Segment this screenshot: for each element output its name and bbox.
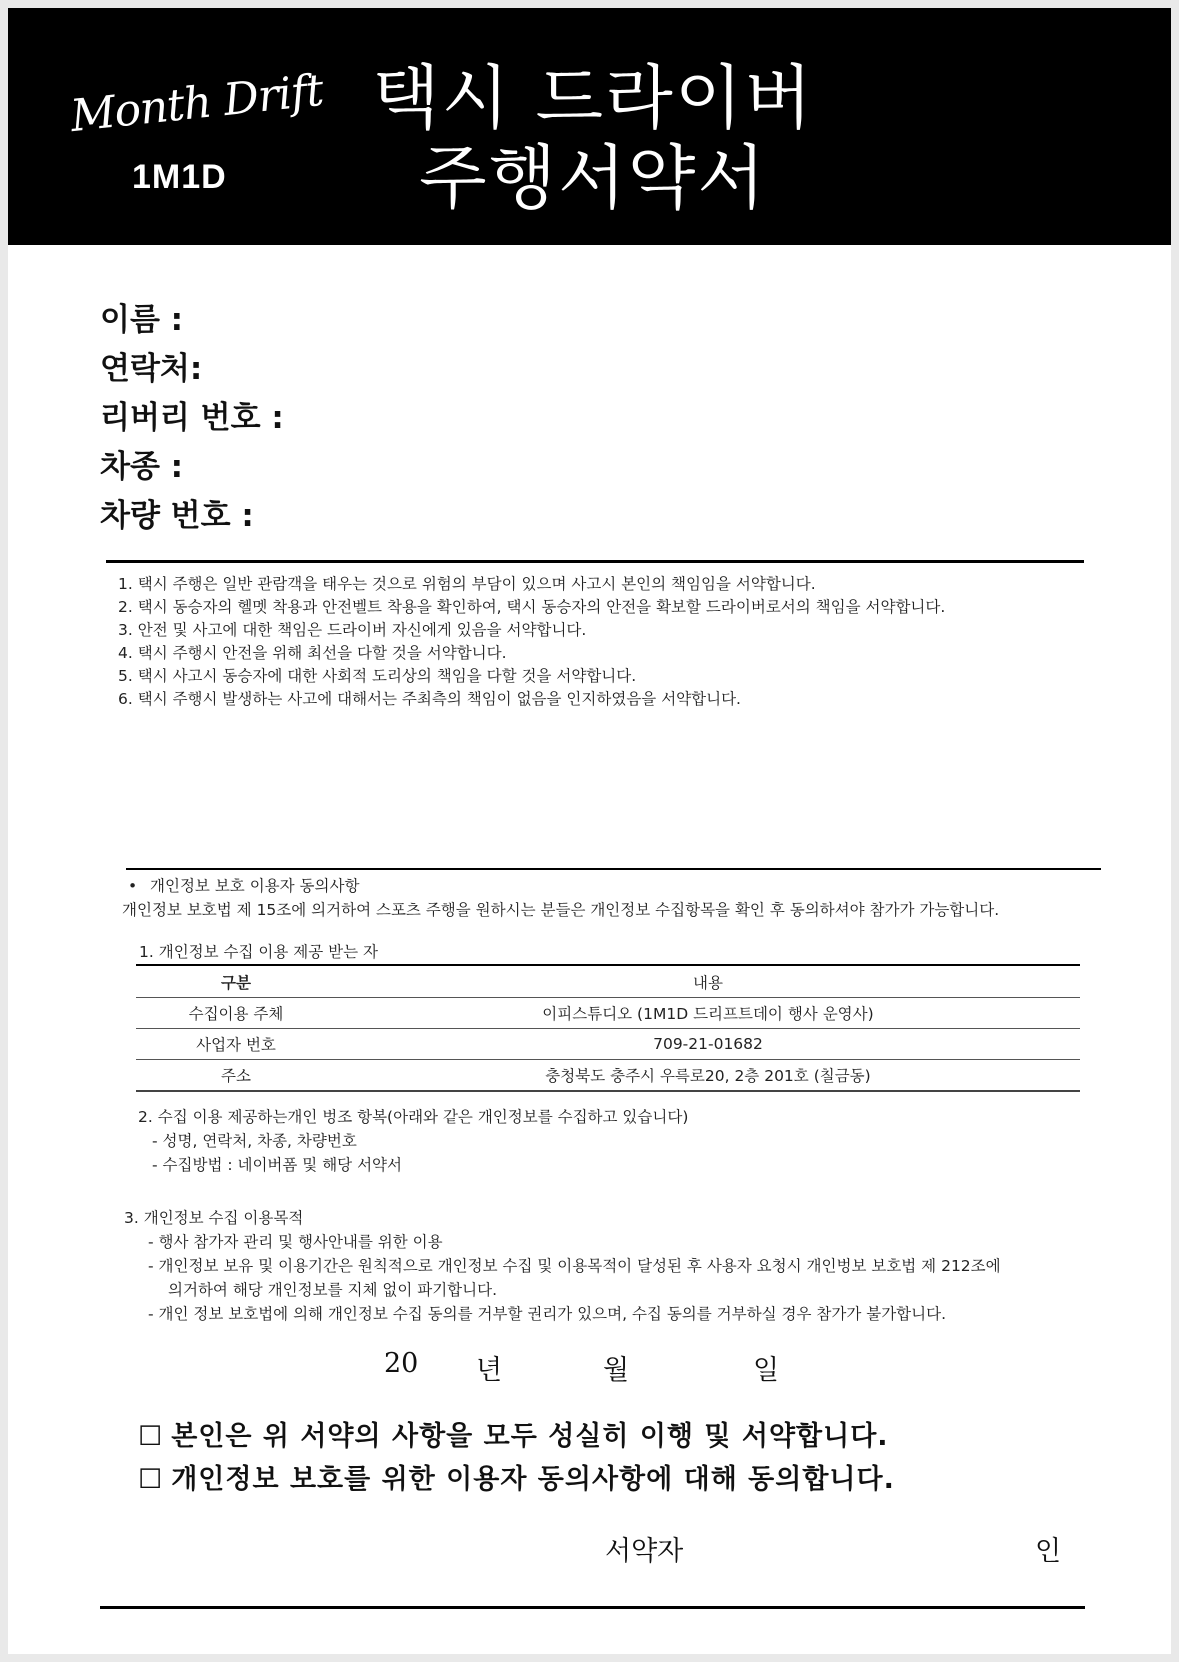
- checkbox-icon[interactable]: ☐: [138, 1421, 164, 1452]
- checkbox-icon[interactable]: ☐: [138, 1464, 164, 1495]
- checkbox-label: 개인정보 보호를 위한 이용자 동의사항에 대해 동의합니다.: [171, 1464, 895, 1495]
- title-line-1: 택시 드라이버: [372, 57, 814, 139]
- field-contact: 연락처:: [100, 351, 203, 387]
- table-cell: 사업자 번호: [136, 1029, 336, 1060]
- section-3-title: 3. 개인정보 수집 이용목적: [124, 1209, 304, 1227]
- table-cell: 709-21-01682: [336, 1029, 1080, 1060]
- pledge-item: 1. 택시 주행은 일반 관람객을 태우는 것으로 위험의 부담이 있으며 사고시 본인의 책임임을 서약합니다.: [118, 575, 816, 593]
- table-header: 내용: [336, 965, 1080, 998]
- section-1-title: 1. 개인정보 수집 이용 제공 받는 자: [139, 943, 379, 961]
- section-3: [124, 1206, 1001, 1326]
- list-item: - 개인 정보 보호법에 의해 개인정보 수집 동의를 거부할 권리가 있으며, 수집 동의를 거부하실 경우 참가가 불가합니다.: [148, 1305, 947, 1323]
- bullet-icon: •: [128, 877, 138, 895]
- pledge-item: 4. 택시 주행시 안전을 위해 최선을 다할 것을 서약합니다.: [118, 644, 507, 662]
- field-plate-number: 차량 번호 :: [100, 498, 254, 534]
- checkbox-label: 본인은 위 서약의 사항을 모두 성실히 이행 및 서약합니다.: [171, 1421, 889, 1452]
- date-year-label: 년: [476, 1355, 503, 1386]
- list-item: 의거하여 해당 개인정보를 지체 없이 파기합니다.: [168, 1281, 498, 1299]
- pledge-item: 6. 택시 주행시 발생하는 사고에 대해서는 주최측의 책임이 없음을 인지하였음을 서약합니다.: [118, 690, 741, 708]
- pledge-item: 3. 안전 및 사고에 대한 책임은 드라이버 자신에게 있음을 서약합니다.: [118, 621, 587, 639]
- logo-code: 1M1D: [132, 158, 227, 196]
- list-item: - 행사 참가자 관리 및 행사안내를 위한 이용: [148, 1233, 443, 1251]
- divider: [106, 560, 1084, 563]
- table-row: [136, 998, 1080, 1029]
- table-cell: 주소: [136, 1060, 336, 1092]
- field-name: 이름 :: [100, 302, 184, 338]
- collector-table: [136, 964, 1080, 1092]
- field-livery-number: 리버리 번호 :: [100, 400, 284, 436]
- section-2: [138, 1105, 688, 1177]
- title-line-2: 주행서약서: [418, 137, 768, 219]
- signature-line: [100, 1606, 1085, 1609]
- list-item: - 성명, 연락처, 차종, 차량번호: [152, 1132, 357, 1150]
- table-row: [136, 1060, 1080, 1092]
- signer-label: 서약자: [605, 1536, 684, 1567]
- list-item: - 개인정보 보유 및 이용기간은 원칙적으로 개인정보 수집 및 이용목적이 달성된 후 사용자 요청시 개인벙보 보호법 제 212조에: [148, 1257, 1001, 1275]
- pledge-item: 5. 택시 사고시 동승자에 대한 사회적 도리상의 책임을 다할 것을 서약합니다.: [118, 667, 637, 685]
- date-day-label: 일: [753, 1355, 780, 1386]
- header-banner: [8, 8, 1171, 245]
- info-fields: [100, 296, 284, 541]
- privacy-intro: [122, 874, 999, 922]
- agreement-checkbox-privacy[interactable]: [138, 1457, 895, 1496]
- list-item: - 수집방법 : 네이버폼 및 해당 서약서: [152, 1156, 403, 1174]
- pledge-item: 2. 택시 동승자의 헬멧 착용과 안전벨트 착용을 확인하여, 택시 동승자의 안전을 확보할 드라이버로서의 책임을 서약합니다.: [118, 598, 946, 616]
- divider: [126, 868, 1101, 870]
- privacy-intro-text: 개인정보 보호법 제 15조에 의거하여 스포츠 주행을 원하시는 분들은 개인정보 수집항목을 확인 후 동의하셔야 참가가 가능합니다.: [122, 901, 1000, 919]
- agreement-checkbox-pledge[interactable]: [138, 1414, 889, 1453]
- table-cell: 수집이용 주체: [136, 998, 336, 1029]
- table-header-row: [136, 965, 1080, 998]
- logo-script: Month Drift: [68, 64, 326, 143]
- table-header: 구분: [136, 965, 336, 998]
- document-title: [368, 58, 818, 218]
- date-month-label: 월: [603, 1355, 630, 1386]
- section-2-title: 2. 수집 이용 제공하는개인 벙조 항복(아래와 같은 개인정보를 수집하고 있습니다): [138, 1108, 689, 1126]
- table-cell: 충청북도 충주시 우륵로20, 2층 201호 (칠금동): [336, 1060, 1080, 1092]
- privacy-bullet-title: • 개인정보 보호 이용자 동의사항: [122, 874, 999, 898]
- document-page: [8, 8, 1171, 1654]
- table-row: [136, 1029, 1080, 1060]
- pledge-list: [118, 573, 945, 711]
- field-car-model: 차종 :: [100, 449, 184, 485]
- seal-label: 인: [1035, 1536, 1062, 1567]
- table-cell: 이피스튜디오 (1M1D 드리프트데이 행사 운영사): [336, 998, 1080, 1029]
- date-year-prefix: 20: [384, 1348, 419, 1379]
